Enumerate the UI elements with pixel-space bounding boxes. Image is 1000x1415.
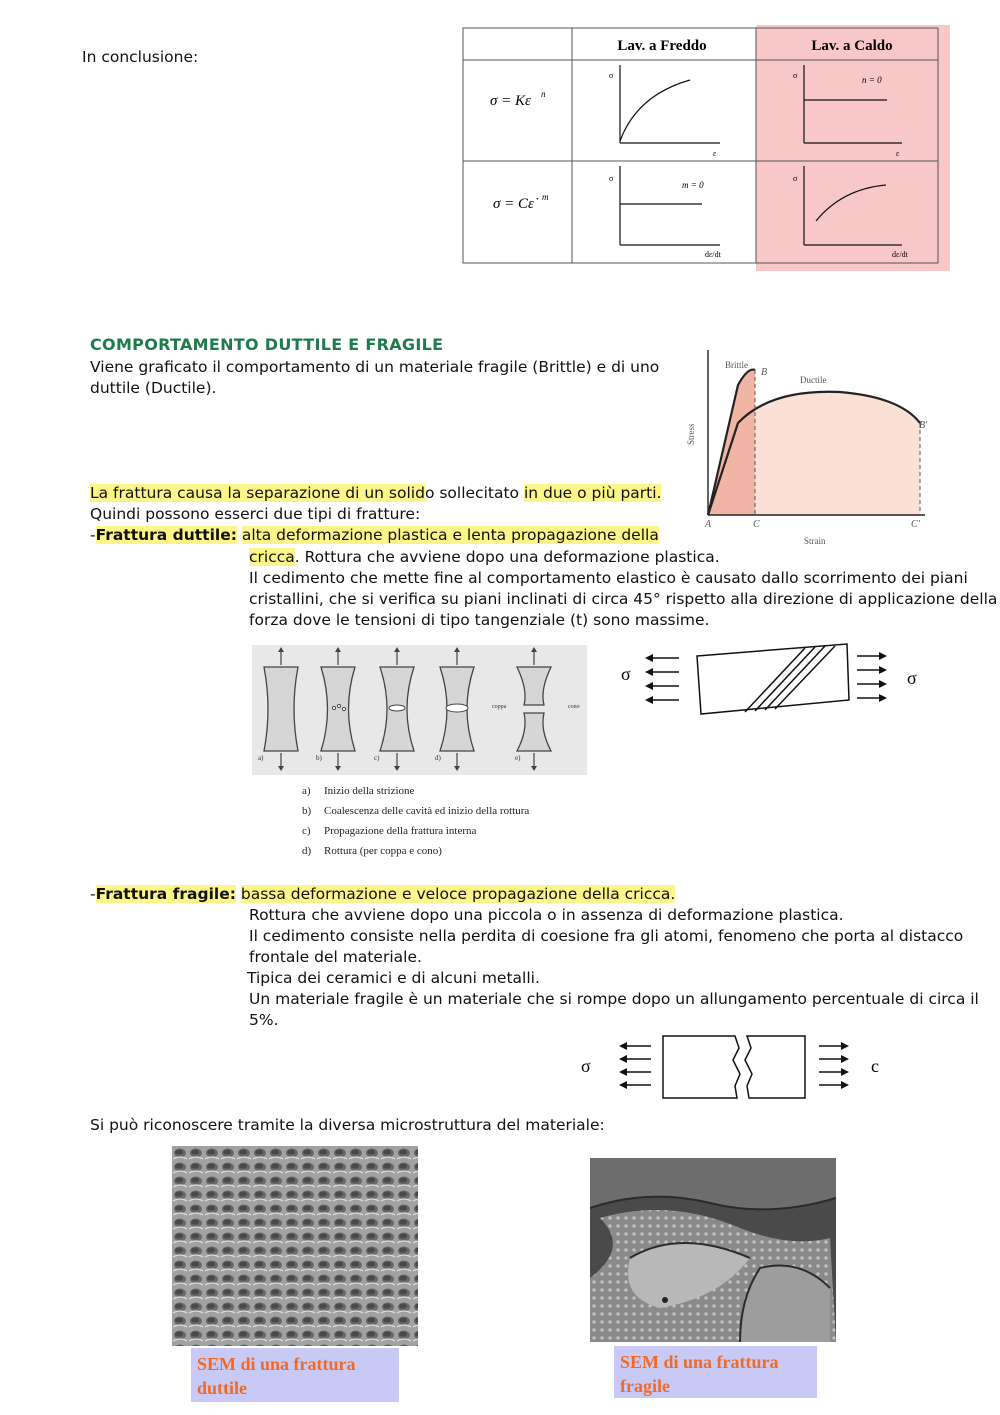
p1-line1: Viene graficato il comportamento di un materiale fragile (Brittle) e di uno bbox=[90, 358, 660, 376]
sem-ductile-image bbox=[172, 1146, 418, 1346]
sem-ductile-caption-l2: duttile bbox=[197, 1378, 248, 1398]
sem-ductile-caption bbox=[191, 1348, 399, 1402]
brittle-crack-diagram bbox=[575, 1030, 890, 1105]
hardening-table bbox=[462, 25, 952, 273]
m-zero-label: m = 0 bbox=[682, 180, 704, 190]
shear-slip-diagram bbox=[615, 640, 935, 720]
strain-axis-label: Strain bbox=[804, 536, 826, 546]
stage-label-d: d) bbox=[435, 754, 441, 762]
stress-strain-chart bbox=[680, 345, 940, 550]
p3-line: Quindi possono esserci due tipi di fratture: bbox=[90, 505, 421, 523]
caption-item bbox=[302, 785, 529, 805]
sem-brittle-caption-l1: SEM di una frattura bbox=[620, 1352, 779, 1372]
caption-key: c) bbox=[302, 825, 311, 837]
epsilon-axis: ε bbox=[713, 149, 717, 158]
p2-highlight1: La frattura causa la separazione di un solid bbox=[90, 484, 425, 502]
left-arrows bbox=[651, 658, 679, 700]
ductile-highlight: alta deformazione plastica e lenta propagazione della bbox=[241, 526, 659, 544]
caption-key: a) bbox=[302, 785, 311, 797]
caption-item bbox=[302, 825, 529, 845]
brittle-line1 bbox=[90, 884, 675, 905]
ductile-line4: cristallini, che si verifica su piani inclinati di circa 45° rispetto alla direzione di applicazione della bbox=[249, 590, 998, 608]
sigma-right-label: σ bbox=[907, 668, 917, 688]
intro-text: In conclusione: bbox=[82, 48, 199, 66]
brittle-sigma-right: c bbox=[871, 1056, 879, 1076]
brittle-dash: - bbox=[90, 885, 96, 903]
point-c-prime: C' bbox=[911, 519, 920, 530]
hot-column-bg bbox=[756, 25, 950, 271]
section-title: COMPORTAMENTO DUTTILE E FRAGILE bbox=[90, 335, 444, 354]
necking-stages-figure bbox=[252, 645, 587, 775]
coppa-label: coppa bbox=[492, 704, 507, 710]
formula-row2: σ = Cε̇ bbox=[493, 196, 534, 212]
sigma-axis: σ bbox=[609, 71, 614, 80]
point-b: B bbox=[761, 367, 768, 378]
brittle-highlight: bassa deformazione e veloce propagazione della cricca. bbox=[240, 885, 676, 903]
ductile-line2-rest: . Rottura che avviene dopo una deformazione plastica. bbox=[294, 548, 720, 566]
p2-middle: o sollecitato bbox=[424, 484, 524, 502]
n-zero-label: n = 0 bbox=[862, 75, 882, 85]
ductile-label: Ductile bbox=[800, 375, 827, 385]
caption-item bbox=[302, 845, 529, 865]
stage-label-e: e) bbox=[515, 754, 521, 762]
stage-label-b: b) bbox=[316, 754, 322, 762]
p2-line bbox=[90, 483, 661, 504]
stage-label-a: a) bbox=[258, 754, 264, 762]
stage-label-c: c) bbox=[374, 754, 380, 762]
point-a: A bbox=[705, 519, 712, 530]
formula-row1: σ = Kε bbox=[490, 93, 531, 109]
brittle-line5: Tipica dei ceramici e di alcuni metalli. bbox=[247, 969, 540, 987]
brittle-line6: Un materiale fragile è un materiale che si rompe dopo un allungamento percentuale di circa il bbox=[249, 990, 979, 1008]
ductile-line3: Il cedimento che mette fine al comportamento elastico è causato dallo scorrimento dei piani bbox=[249, 569, 968, 587]
brittle-line4: frontale del materiale. bbox=[249, 948, 422, 966]
brittle-line2: Rottura che avviene dopo una piccola o in assenza di deformazione plastica. bbox=[249, 906, 844, 924]
sem-brittle-caption bbox=[614, 1346, 817, 1398]
brittle-sigma-left: σ bbox=[581, 1056, 591, 1076]
caption-value: Rottura (per coppa e cono) bbox=[324, 845, 442, 857]
micro-intro: Si può riconoscere tramite la diversa microstruttura del materiale: bbox=[90, 1116, 605, 1134]
sigma-axis: σ bbox=[793, 174, 798, 183]
ductile-line5: forza dove le tensioni di tipo tangenziale (t) sono massime. bbox=[249, 611, 710, 629]
rate-axis: dε/dt bbox=[892, 250, 908, 259]
caption-value: Propagazione della frattura interna bbox=[324, 825, 477, 837]
caption-item bbox=[302, 805, 529, 825]
col-cold-header: Lav. a Freddo bbox=[617, 38, 707, 54]
sem-brittle-caption-l2: fragile bbox=[620, 1376, 670, 1396]
stage-a bbox=[264, 667, 298, 751]
caption-key: b) bbox=[302, 805, 312, 817]
sigma-left-label: σ bbox=[621, 664, 631, 684]
epsilon-axis: ε bbox=[896, 149, 900, 158]
p1-line2: duttile (Ductile). bbox=[90, 379, 217, 397]
rate-axis: dε/dt bbox=[705, 250, 721, 259]
ductile-line2 bbox=[249, 547, 720, 568]
right-piece bbox=[745, 1036, 805, 1098]
caption-value: Coalescenza delle cavità ed inizio della rottura bbox=[324, 805, 530, 817]
point-b-prime: B' bbox=[919, 420, 928, 431]
brittle-line3: Il cedimento consiste nella perdita di coesione fra gli atomi, fenomeno che porta al distacco bbox=[249, 927, 964, 945]
formula-row2-exp: m bbox=[542, 192, 549, 202]
col-hot-header: Lav. a Caldo bbox=[811, 38, 893, 54]
left-piece bbox=[663, 1036, 740, 1098]
cono-label: cono bbox=[568, 704, 580, 710]
caption-value: Inizio della strizione bbox=[324, 785, 415, 797]
brittle-label: Brittle bbox=[725, 360, 748, 370]
ductile-dash: - bbox=[90, 526, 96, 544]
ductile-label: Frattura duttile: bbox=[95, 526, 237, 544]
right-arrows bbox=[857, 656, 881, 698]
ductile-line1 bbox=[90, 525, 659, 546]
p2-highlight2: in due o più parti. bbox=[523, 484, 662, 502]
stress-axis-label: Stress bbox=[686, 423, 696, 445]
formula-row1-exp: n bbox=[541, 89, 546, 99]
sigma-axis: σ bbox=[609, 174, 614, 183]
ductile-highlight2: cricca bbox=[249, 548, 295, 566]
sem-ductile-caption-l1: SEM di una frattura bbox=[197, 1354, 356, 1374]
brittle-label: Frattura fragile: bbox=[95, 885, 236, 903]
sigma-axis: σ bbox=[793, 71, 798, 80]
brittle-line7: 5%. bbox=[249, 1011, 279, 1029]
caption-list bbox=[302, 785, 529, 865]
caption-key: d) bbox=[302, 845, 312, 857]
sem-brittle-image bbox=[590, 1158, 836, 1342]
point-c: C bbox=[753, 519, 760, 530]
